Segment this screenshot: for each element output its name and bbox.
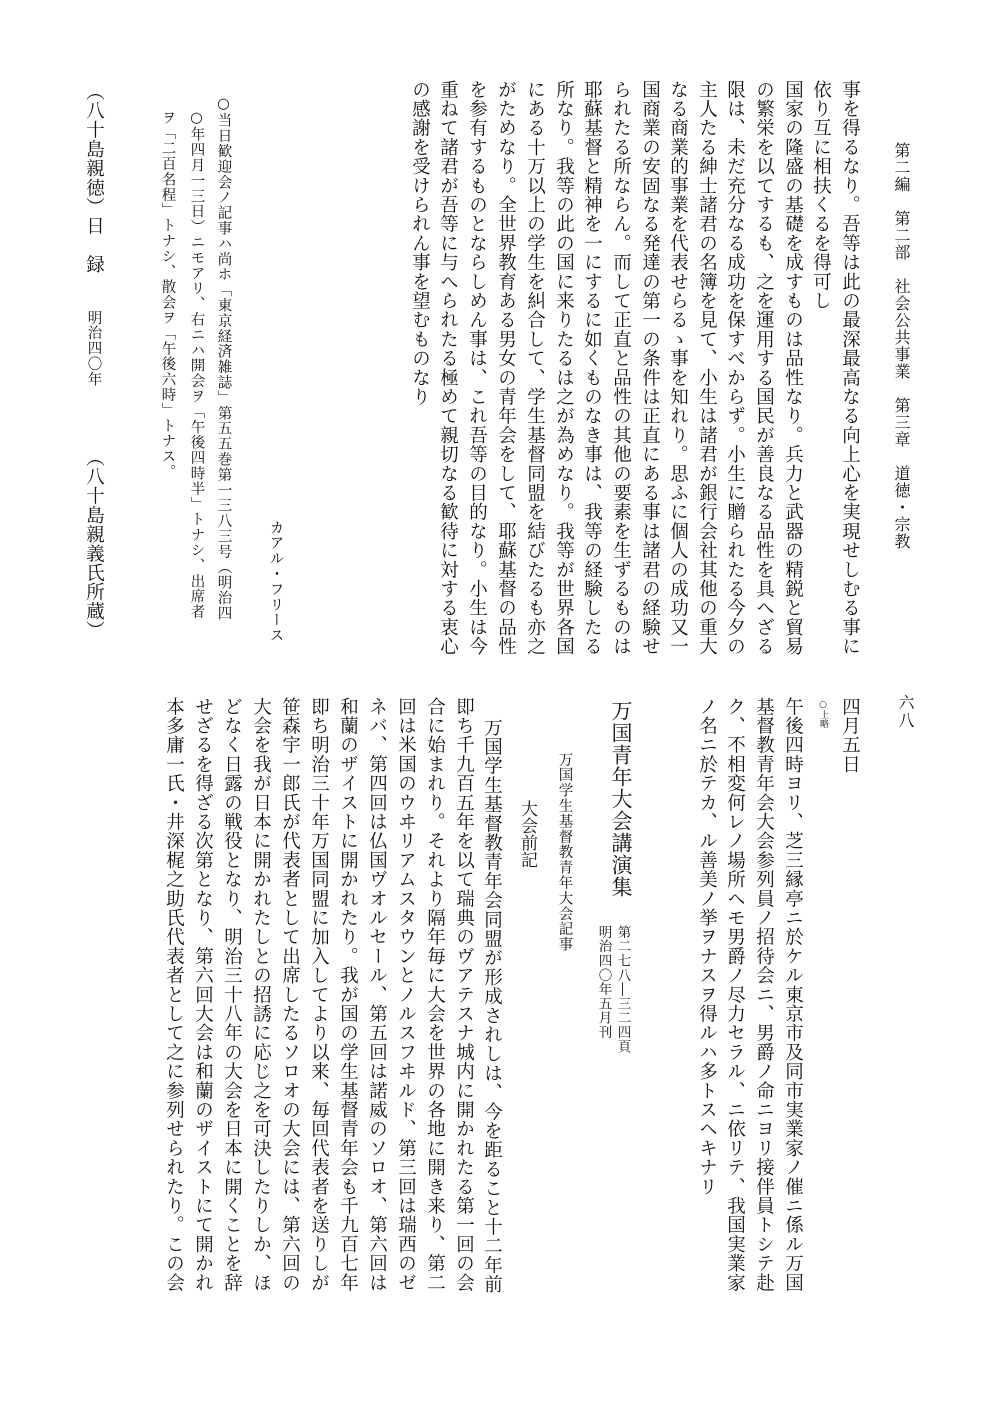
text-line: の繁栄を以てするも、之を運用する国民が善良なる品性を具へざる	[753, 80, 775, 656]
book-pages: 第二七八―三二四頁	[614, 925, 631, 1054]
diary-line: 基督教青年会大会参列員ノ招待会ニ、男爵ノ命ニヨリ接伴員トシテ赴	[753, 697, 775, 1293]
book-title: 万国青年大会講演集	[609, 700, 633, 898]
diary-line: ク、不相変何レノ場所ヘモ男爵ノ尽力セラル、ニ依リテ、我国実業家	[724, 697, 746, 1293]
diary-year: 明治四〇年	[85, 310, 102, 387]
text-line: 重ねて諸君が吾等に与へられたる極めて親切なる歓待に対する衷心	[437, 80, 459, 656]
section-title: 大会前記	[517, 800, 537, 868]
text-line: を参有するものとならしめん事は、これ吾等の目的なり。小生は今	[466, 80, 488, 656]
text-line: なる商業的事業を代表せらるゝ事を知れり。思ふに個人の成功又一	[667, 80, 689, 656]
text-line: 回は米国のウヰリアムスタウンとノルスフヰルド、第三回は瑞西のゼ	[395, 697, 417, 1293]
text-line: の感謝を受けられん事を望むものなり	[409, 80, 431, 407]
note-line: ○年四月一三日）ニモアリ、右ニハ開会ヲ「午後四時半」トナシ、出席者	[188, 110, 205, 620]
text-line: がためなり。全世界教育ある男女の青年会をして、耶蘇基督の品性	[495, 80, 517, 656]
text-line: せざるを得ざる次第となり、第六回大会は和蘭のザイストにて開かれ	[192, 697, 214, 1293]
text-line: ネバ、第四回は仏国ヴオルセール、第五回は諾威のソロオ、第六回は	[366, 697, 388, 1293]
diary-title: （八十島親徳）日 録	[83, 82, 105, 274]
text-line: 本多庸一氏・井深梶之助氏代表者として之に参列せられたり。この会	[163, 697, 185, 1293]
record-title: 万国学生基督教青年大会記事	[556, 752, 573, 953]
text-line: 和蘭のザイストに開かれたり。我が国の学生基督青年会も千九百七年	[337, 697, 359, 1293]
speaker-signature: カアル・フリース	[267, 520, 284, 644]
text-line: 限は、未だ充分なる成功を保すべからず。小生に贈られたる今夕の	[724, 80, 746, 656]
text-line: にある十万以上の学生を糾合して、学生基督同盟を結びたるも亦之	[524, 80, 546, 656]
diary-owner: （八十島親義氏所蔵）	[83, 448, 105, 640]
diary-line: ノ名ニ於テカ、ル善美ノ挙ヲナスヲ得ルハ多トスヘキナリ	[696, 697, 718, 1197]
text-line: 即ち明治三十年万国同盟に加入してより以来、毎回代表者を送りしが	[308, 697, 330, 1293]
text-line: られたる所ならん。而して正直と品性の其他の要素を生ずるものは	[610, 80, 632, 656]
text-line: 即ち千九百五年を以て瑞典のヴアテスナ城内に開かれたる第一回の会	[453, 697, 475, 1293]
text-line: 耶蘇基督と精神を一にするに如くものなき事は、我等の経験したる	[581, 80, 603, 656]
diary-date: 四月五日	[839, 697, 861, 774]
text-line: 主人たる紳士諸君の名簿を見て、小生は諸君が銀行会社其他の重大	[696, 80, 718, 656]
text-line: 国家の隆盛の基礎を成すものは品性なり。兵力と武器の精鋭と貿易	[782, 80, 804, 656]
page-number: 六八	[896, 694, 915, 730]
text-line: 国商業の安固なる発達の第一の条件は正直にある事は諸君の経験せ	[639, 80, 661, 656]
ellipsis-note: ○上略	[818, 700, 828, 728]
running-header: 第二編 第二部 社会公共事業 第三章 道徳・宗教	[892, 142, 911, 550]
text-line: どなく日露の戦役となり、明治三十八年の大会を日本に開くことを辞	[221, 697, 243, 1293]
text-line: 万国学生基督教青年会同盟が形成されしは、今を距ること十二年前	[481, 718, 503, 1294]
text-line: 所なり。我等の此の国に来りたるは之が為めなり。我等が世界各国	[553, 80, 575, 656]
note-line: ○当日歓迎会ノ記事ハ尚ホ「東京経済雑誌」第五五巻第一三八三号（明治四	[215, 96, 232, 622]
text-line: 依り互に相扶くるを得可し	[810, 80, 832, 311]
note-line: ヲ「二百名程」トナシ、散会ヲ「午後六時」トナス。	[159, 110, 176, 480]
text-line: 大会を我が日本に開かれたしとの招誘に応じ之を可決したりしか、ほ	[250, 697, 272, 1293]
diary-line: 午後四時ヨリ、芝三縁亭ニ於ケル東京市及同市実業家ノ催ニ係ル万国	[782, 697, 804, 1293]
text-line: 事を得るなり。吾等は此の最深最高なる向上心を実現せしむる事に	[839, 80, 861, 656]
text-line: 笹森宇一郎氏が代表者として出席したるソロオの大会には、第六回の	[279, 697, 301, 1293]
book-publication: 明治四〇年五月刊	[595, 925, 612, 1040]
text-line: 合に始まれり。それより隔年毎に大会を世界の各地に開き来り、第二	[424, 697, 446, 1293]
